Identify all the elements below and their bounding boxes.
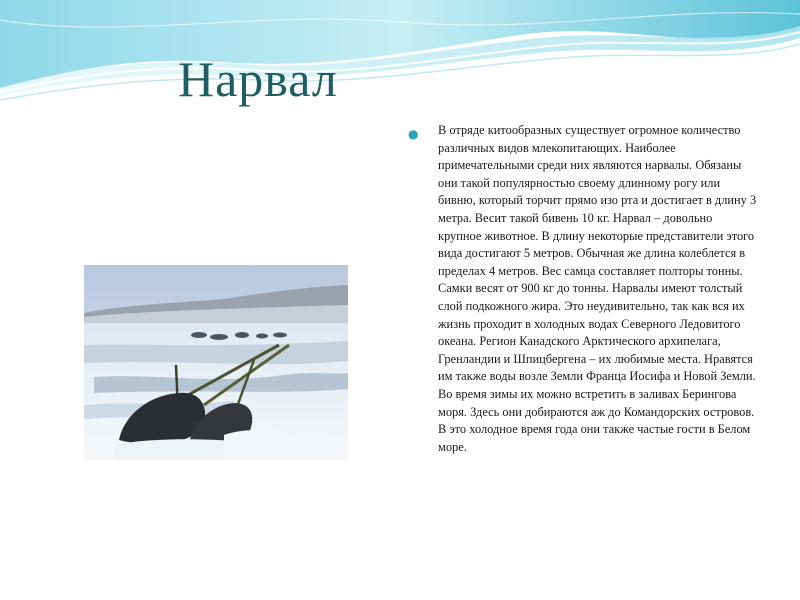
wave-header-decoration [0, 0, 800, 110]
narwhal-photo [84, 265, 348, 460]
slide-title: Нарвал [178, 51, 338, 107]
body-text-block [408, 122, 758, 456]
body-paragraph: В отряде китообразных существует огромное количество различных видов млекопитающих. Наиболее примечательными среди них являются нарвалы. Обязаны они такой популярностью своему длинному рогу или бивню, который торчит прямо изо рта и достигает в длину 3 метра. Весит такой бивень 10 кг. Нарвал – довольно крупное животное. В длину некоторые представители этого вида достигают 5 метров. Обычная же длина колеблется в пределах 4 метров. Вес самца составляет полторы тонны. Самки весят от 900 кг до тонны. Нарвалы имеют толстый слой подкожного жира. Это неудивительно, так как вся их жизнь проходит в холодных водах Северного Ледовитого океана. Регион Канадского Арктического архипелага, Гренландии и Шпицбергена – их любимые места. Нравятся им также воды возле Земли Франца Иосифа и Новой Земли. Во время зимы их можно встретить в заливах Берингова моря. Здесь они добираются аж до Командорских островов. В это холодное время года они также частые гости в Белом море. [438, 123, 757, 454]
round-bullet-icon: ● [408, 127, 419, 141]
